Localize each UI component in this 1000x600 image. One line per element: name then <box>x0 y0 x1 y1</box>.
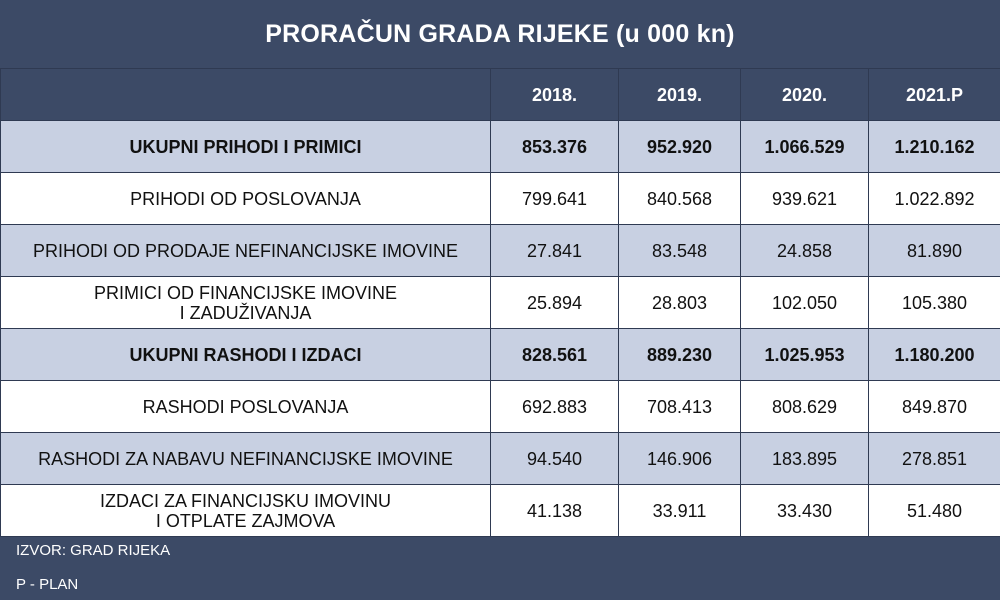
value-cell: 1.180.200 <box>869 329 1000 381</box>
row-label: PRIHODI OD POSLOVANJA <box>1 173 491 225</box>
value-cell: 1.022.892 <box>869 173 1000 225</box>
value-cell: 41.138 <box>491 485 619 537</box>
row-label: UKUPNI RASHODI I IZDACI <box>1 329 491 381</box>
table-row <box>1 433 1000 485</box>
value-cell: 840.568 <box>619 173 741 225</box>
footer <box>0 532 1000 600</box>
row-label: RASHODI ZA NABAVU NEFINANCIJSKE IMOVINE <box>1 433 491 485</box>
value-cell: 105.380 <box>869 277 1000 329</box>
row-label <box>1 277 491 329</box>
value-cell: 94.540 <box>491 433 619 485</box>
value-cell: 952.920 <box>619 121 741 173</box>
value-cell: 25.894 <box>491 277 619 329</box>
table-row <box>1 381 1000 433</box>
row-label: UKUPNI PRIHODI I PRIMICI <box>1 121 491 173</box>
table-row <box>1 485 1000 537</box>
table-row <box>1 173 1000 225</box>
header-cell-label <box>1 69 491 121</box>
table-body <box>1 121 1000 537</box>
header-cell-2021: 2021.P <box>869 69 1000 121</box>
value-cell: 828.561 <box>491 329 619 381</box>
value-cell: 33.430 <box>741 485 869 537</box>
table-row <box>1 277 1000 329</box>
table-row <box>1 329 1000 381</box>
value-cell: 1.025.953 <box>741 329 869 381</box>
value-cell: 1.210.162 <box>869 121 1000 173</box>
source-note: IZVOR: GRAD RIJEKA <box>16 542 171 559</box>
row-label-line: I ZADUŽIVANJA <box>179 302 312 323</box>
value-cell: 146.906 <box>619 433 741 485</box>
budget-table <box>0 68 1000 537</box>
value-cell: 1.066.529 <box>741 121 869 173</box>
value-cell: 278.851 <box>869 433 1000 485</box>
value-cell: 27.841 <box>491 225 619 277</box>
row-label: PRIHODI OD PRODAJE NEFINANCIJSKE IMOVINE <box>1 225 491 277</box>
value-cell: 24.858 <box>741 225 869 277</box>
table-row <box>1 225 1000 277</box>
header-cell-2020: 2020. <box>741 69 869 121</box>
value-cell: 939.621 <box>741 173 869 225</box>
value-cell: 808.629 <box>741 381 869 433</box>
header-cell-2019: 2019. <box>619 69 741 121</box>
value-cell: 102.050 <box>741 277 869 329</box>
value-cell: 51.480 <box>869 485 1000 537</box>
table-row <box>1 121 1000 173</box>
table-title: PRORAČUN GRADA RIJEKE (u 000 kn) <box>265 19 735 48</box>
value-cell: 849.870 <box>869 381 1000 433</box>
value-cell: 889.230 <box>619 329 741 381</box>
value-cell: 33.911 <box>619 485 741 537</box>
row-label-line: PRIMICI OD FINANCIJSKE IMOVINE <box>93 282 398 303</box>
value-cell: 853.376 <box>491 121 619 173</box>
value-cell: 692.883 <box>491 381 619 433</box>
value-cell: 799.641 <box>491 173 619 225</box>
header-row <box>1 69 1000 121</box>
value-cell: 708.413 <box>619 381 741 433</box>
value-cell: 183.895 <box>741 433 869 485</box>
row-label <box>1 485 491 537</box>
row-label-line: I OTPLATE ZAJMOVA <box>155 510 336 531</box>
row-label: RASHODI POSLOVANJA <box>1 381 491 433</box>
value-cell: 81.890 <box>869 225 1000 277</box>
value-cell: 28.803 <box>619 277 741 329</box>
value-cell: 83.548 <box>619 225 741 277</box>
row-label-line: IZDACI ZA FINANCIJSKU IMOVINU <box>99 490 392 511</box>
plan-note: P - PLAN <box>16 576 79 593</box>
header-cell-2018: 2018. <box>491 69 619 121</box>
